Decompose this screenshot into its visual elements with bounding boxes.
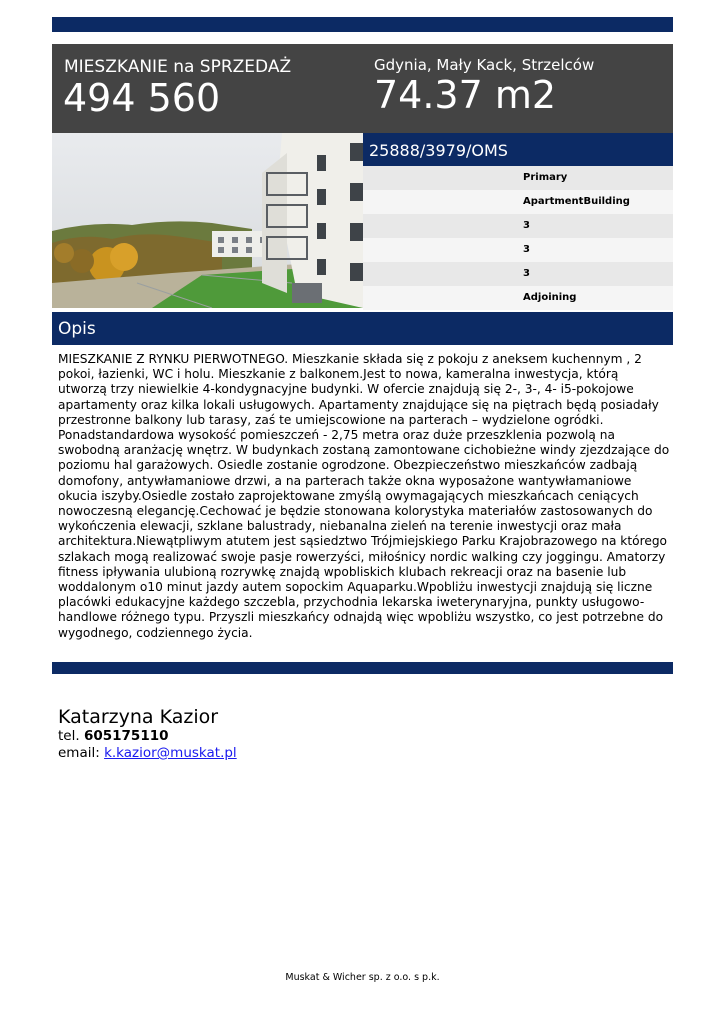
attribute-row <box>363 262 673 286</box>
listing-header <box>52 44 673 133</box>
listing-type: MIESZKANIE na SPRZEDAŻ <box>64 57 292 77</box>
footer-company: Muskat & Wicher sp. z o.o. s p.k. <box>285 972 440 983</box>
description-text: MIESZKANIE Z RYNKU PIERWOTNEGO. Mieszkanie składa się z pokoju z aneksem kuchennym , 2 pokoi, łazienki, WC i holu. Mieszkanie z balkonem.Jest to nowa, kameralna inwestycja, którą utworzą trzy niewielkie 4-kondygnacyjne budynki. W ofercie znajdują się 2-, 3-, 4- i5-pokojowe apartamenty oraz kilka lokali usługowych. Apartamenty znajdujące się na piętrach będą posiadały przestronne balkony lub tarasy, zaś te umiejscowione na parterach – wydzielone ogródki. Ponadstandardowa wysokość pomieszczeń - 2,75 metra oraz duże przeszklenia pozwolą na swobodną aranżację wnętrz. W budynkach zostaną zamontowane cichobieżne windy zjezdzające do poziomu hal garażowych. Osiedle zostanie ogrodzone. Obezpieczeństwo mieszkańców zadbają domofony, antywłamaniowe drzwi, a na parterach także okna wyposażone wantywłamaniowe okucia iszyby.Osiedle zostało zaprojektowane zmyślą owymagających mieszkańcach ceniących nowoczesną elegancję.Cechować je będzie stonowana kolorystyka materiałów zastosowanych do wykończenia elewacji, szklane balustrady, niebanalna zieleń na terenie inwestycji oraz mała architektura.Niewątpliwym atutem jest sąsiedztwo Trójmiejskiego Parku Krajobrazowego na którego szlakach mogą realizować swoje pasje rowerzyści, miłośnicy nordic walking czy joggingu. Amatorzy fitness ipływania ulubioną rozrywkę znajdą wpobliskich klubach rekreacji oraz na basenie lub woddalonym o10 minut jazdy autem sopockim Aquaparku.Wpobliżu inwestycji znajdują się liczne placówki edukacyjne każdego szczebla, przychodnia lekarska iweterynaryjna, punkty usługowo-handlowe różnego typu. Przyszli mieszkańcy odnajdą więc wpobliżu wszystko, co jest potrzebne do wygodnego, codziennego życia. <box>58 352 670 640</box>
attribute-row <box>363 214 673 238</box>
attribute-row <box>363 166 673 190</box>
attribute-value: ApartmentBuilding <box>523 196 630 207</box>
agent-email-line <box>58 745 458 762</box>
attributes-list <box>363 166 673 310</box>
agent-email-link[interactable]: k.kazior@muskat.pl <box>104 745 237 761</box>
attribute-value: 3 <box>523 220 530 231</box>
agent-phone-line <box>58 728 458 745</box>
listing-area: 74.37 m2 <box>374 73 557 117</box>
attribute-value: 3 <box>523 244 530 255</box>
agent-name: Katarzyna Kazior <box>58 706 219 728</box>
phone-label: tel. <box>58 728 80 744</box>
agent-contact <box>58 706 458 762</box>
attribute-value: Primary <box>523 172 568 183</box>
listing-price: 494 560 <box>63 76 221 120</box>
attribute-row <box>363 286 673 310</box>
email-label: email: <box>58 745 100 761</box>
top-divider-bar <box>52 17 673 32</box>
section-divider-bar <box>52 662 673 674</box>
attribute-row <box>363 238 673 262</box>
agent-phone: 605175110 <box>83 728 169 744</box>
attribute-row <box>363 190 673 214</box>
attribute-value: 3 <box>523 268 530 279</box>
listing-reference: 25888/3979/OMS <box>369 141 508 160</box>
property-photo <box>52 133 363 308</box>
listing-reference-bar <box>363 133 673 166</box>
attribute-value: Adjoining <box>523 292 577 303</box>
listing-location: Gdynia, Mały Kack, Strzelców <box>374 56 595 74</box>
description-heading-bar <box>52 312 673 345</box>
description-heading: Opis <box>58 319 96 339</box>
